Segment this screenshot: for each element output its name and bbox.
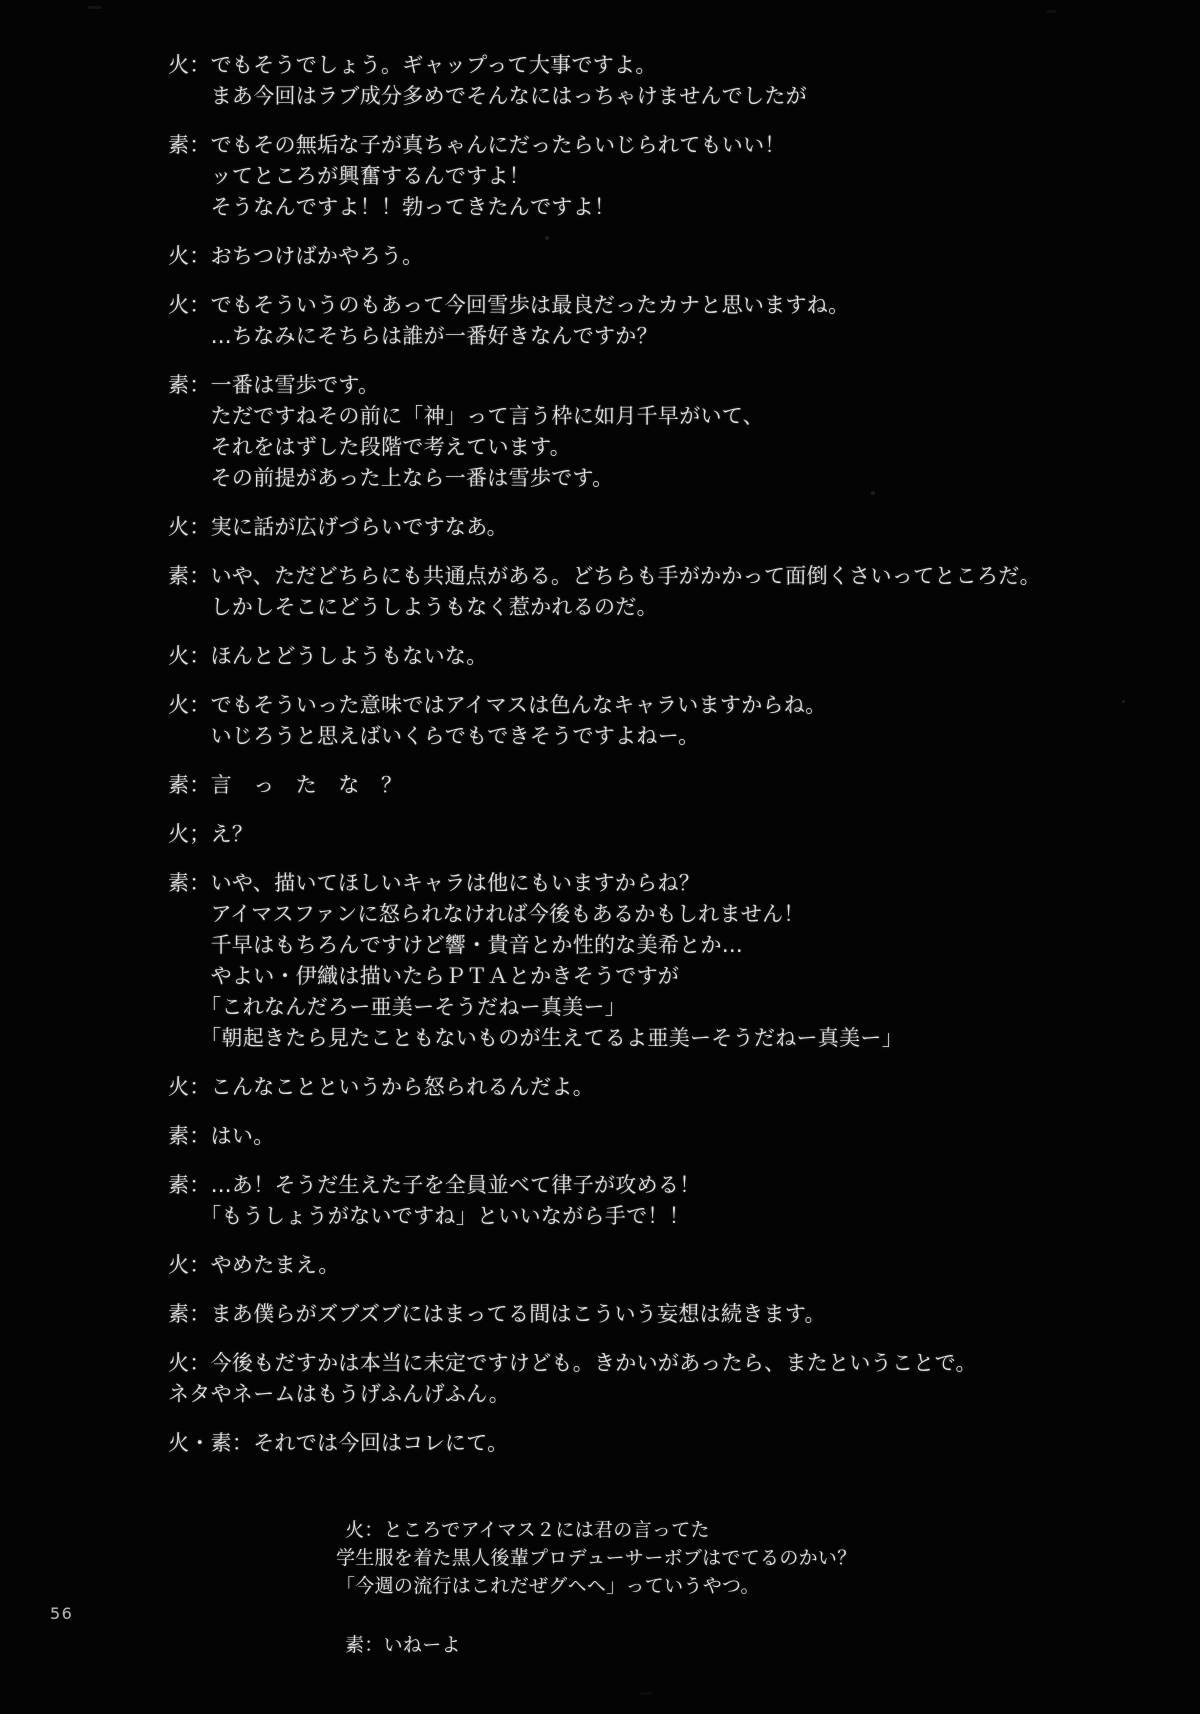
dialogue-line: 火：でもそうでしょう。ギャップって大事ですよ。 <box>168 53 657 77</box>
dialogue-line: その前提があった上なら一番は雪歩です。 <box>168 466 614 490</box>
scan-artifact <box>1122 700 1125 703</box>
dialogue-line: 火：こんなことというから怒られるんだよ。 <box>168 1075 594 1099</box>
footnote-line: 「今週の流行はこれだぜグヘヘ」っていうやつ。 <box>336 1575 760 1597</box>
dialogue-block <box>168 819 1178 850</box>
dialogue-line: ただですねその前に「神」って言う枠に如月千早がいて、 <box>168 404 764 428</box>
dialogue-block <box>168 641 1178 672</box>
dialogue-line: 「朝起きたら見たこともないものが生えてるよ亜美ーそうだねー真美ー」 <box>168 1026 903 1050</box>
footnote-block <box>336 1516 857 1659</box>
dialogue-block <box>168 1170 1178 1232</box>
dialogue-line: 火：ほんとどうしようもないな。 <box>168 644 488 668</box>
dialogue-block <box>168 370 1178 494</box>
dialogue-line: 素：一番は雪歩です。 <box>168 373 380 397</box>
footnote-reply: 素：いねーよ <box>345 1634 461 1656</box>
dialogue-text <box>168 50 1178 1477</box>
dialogue-line: 「もうしょうがないですね」といいながら手で！！ <box>168 1204 690 1228</box>
scan-artifact <box>640 1692 652 1695</box>
dialogue-block <box>168 512 1178 543</box>
dialogue-line: それをはずした段階で考えています。 <box>168 435 572 459</box>
scan-artifact <box>1046 10 1056 13</box>
dialogue-line: いじろうと思えばいくらでもできそうですよねー。 <box>168 724 700 748</box>
dialogue-block <box>168 1348 1178 1410</box>
dialogue-block <box>168 690 1178 752</box>
dialogue-line: 火：今後もだすかは本当に未定ですけども。きかいがあったら、またということで。 <box>168 1351 977 1375</box>
dialogue-line: 火：でもそういった意味ではアイマスは色んなキャラいますからね。 <box>168 693 827 717</box>
dialogue-block <box>168 241 1178 272</box>
footnote-line: 火：ところでアイマス２には君の言ってた <box>345 1519 710 1541</box>
dialogue-line: …ちなみにそちらは誰が一番好きなんですか？ <box>168 324 658 348</box>
dialogue-line: やよい・伊織は描いたらＰＴＡとかきそうですが <box>168 964 680 988</box>
dialogue-block <box>168 1250 1178 1281</box>
dialogue-line: 千早はもちろんですけど響・貴音とか性的な美希とか… <box>168 933 744 957</box>
dialogue-line: まあ今回はラブ成分多めでそんなにはっちゃけませんでしたが <box>168 84 807 108</box>
dialogue-block <box>168 561 1178 623</box>
dialogue-line: 火：実に話が広げづらいですなあ。 <box>168 515 508 539</box>
dialogue-line: 素：言 っ た な ？ <box>168 773 403 797</box>
dialogue-block <box>168 290 1178 352</box>
page-number: 56 <box>50 1604 74 1623</box>
footnote-line: 学生服を着た黒人後輩プロデューサーボブはでてるのかい？ <box>336 1547 857 1569</box>
dialogue-block <box>168 868 1178 1054</box>
dialogue-block <box>168 1428 1178 1459</box>
dialogue-block <box>168 50 1178 112</box>
footnote-lines <box>336 1516 857 1600</box>
dialogue-line: 火：おちつけばかやろう。 <box>168 244 424 268</box>
dialogue-line: 火：でもそういうのもあって今回雪歩は最良だったカナと思いますね。 <box>168 293 850 317</box>
dialogue-line: 素：いや、ただどちらにも共通点がある。どちらも手がかかって面倒くさいってところだ。 <box>168 564 1041 588</box>
dialogue-block <box>168 770 1178 801</box>
dialogue-line: 素：いや、描いてほしいキャラは他にもいますからね？ <box>168 871 701 895</box>
dialogue-line: 素：まあ僕らがズブズブにはまってる間はこういう妄想は続きます。 <box>168 1302 826 1326</box>
dialogue-line: 「これなんだろー亜美ーそうだねー真美ー」 <box>168 995 627 1019</box>
dialogue-line: 素：でもその無垢な子が真ちゃんにだったらいじられてもいい！ <box>168 133 786 157</box>
dialogue-line: 素：…あ！そうだ生えた子を全員並べて律子が攻める！ <box>168 1173 701 1197</box>
dialogue-line: 火・素：それでは今回はコレにて。 <box>168 1431 509 1455</box>
dialogue-block <box>168 1299 1178 1330</box>
scan-artifact <box>871 491 875 495</box>
scan-artifact <box>88 6 102 9</box>
dialogue-line: ッてところが興奮するんですよ！ <box>168 164 531 188</box>
dialogue-line: ネタやネームはもうげふんげふん。 <box>168 1382 511 1406</box>
dialogue-line: アイマスファンに怒られなければ今後もあるかもしれません！ <box>168 902 805 926</box>
dialogue-line: 火；え？ <box>168 822 254 846</box>
dialogue-line: 素：はい。 <box>168 1124 275 1148</box>
dialogue-line: 火：やめたまえ。 <box>168 1253 340 1277</box>
scan-artifact <box>545 236 549 240</box>
dialogue-line: しかしそこにどうしようもなく惹かれるのだ。 <box>168 595 658 619</box>
dialogue-block <box>168 130 1178 223</box>
dialogue-block <box>168 1121 1178 1152</box>
dialogue-block <box>168 1072 1178 1103</box>
dialogue-line: そうなんですよ！！勃ってきたんですよ！ <box>168 195 616 219</box>
